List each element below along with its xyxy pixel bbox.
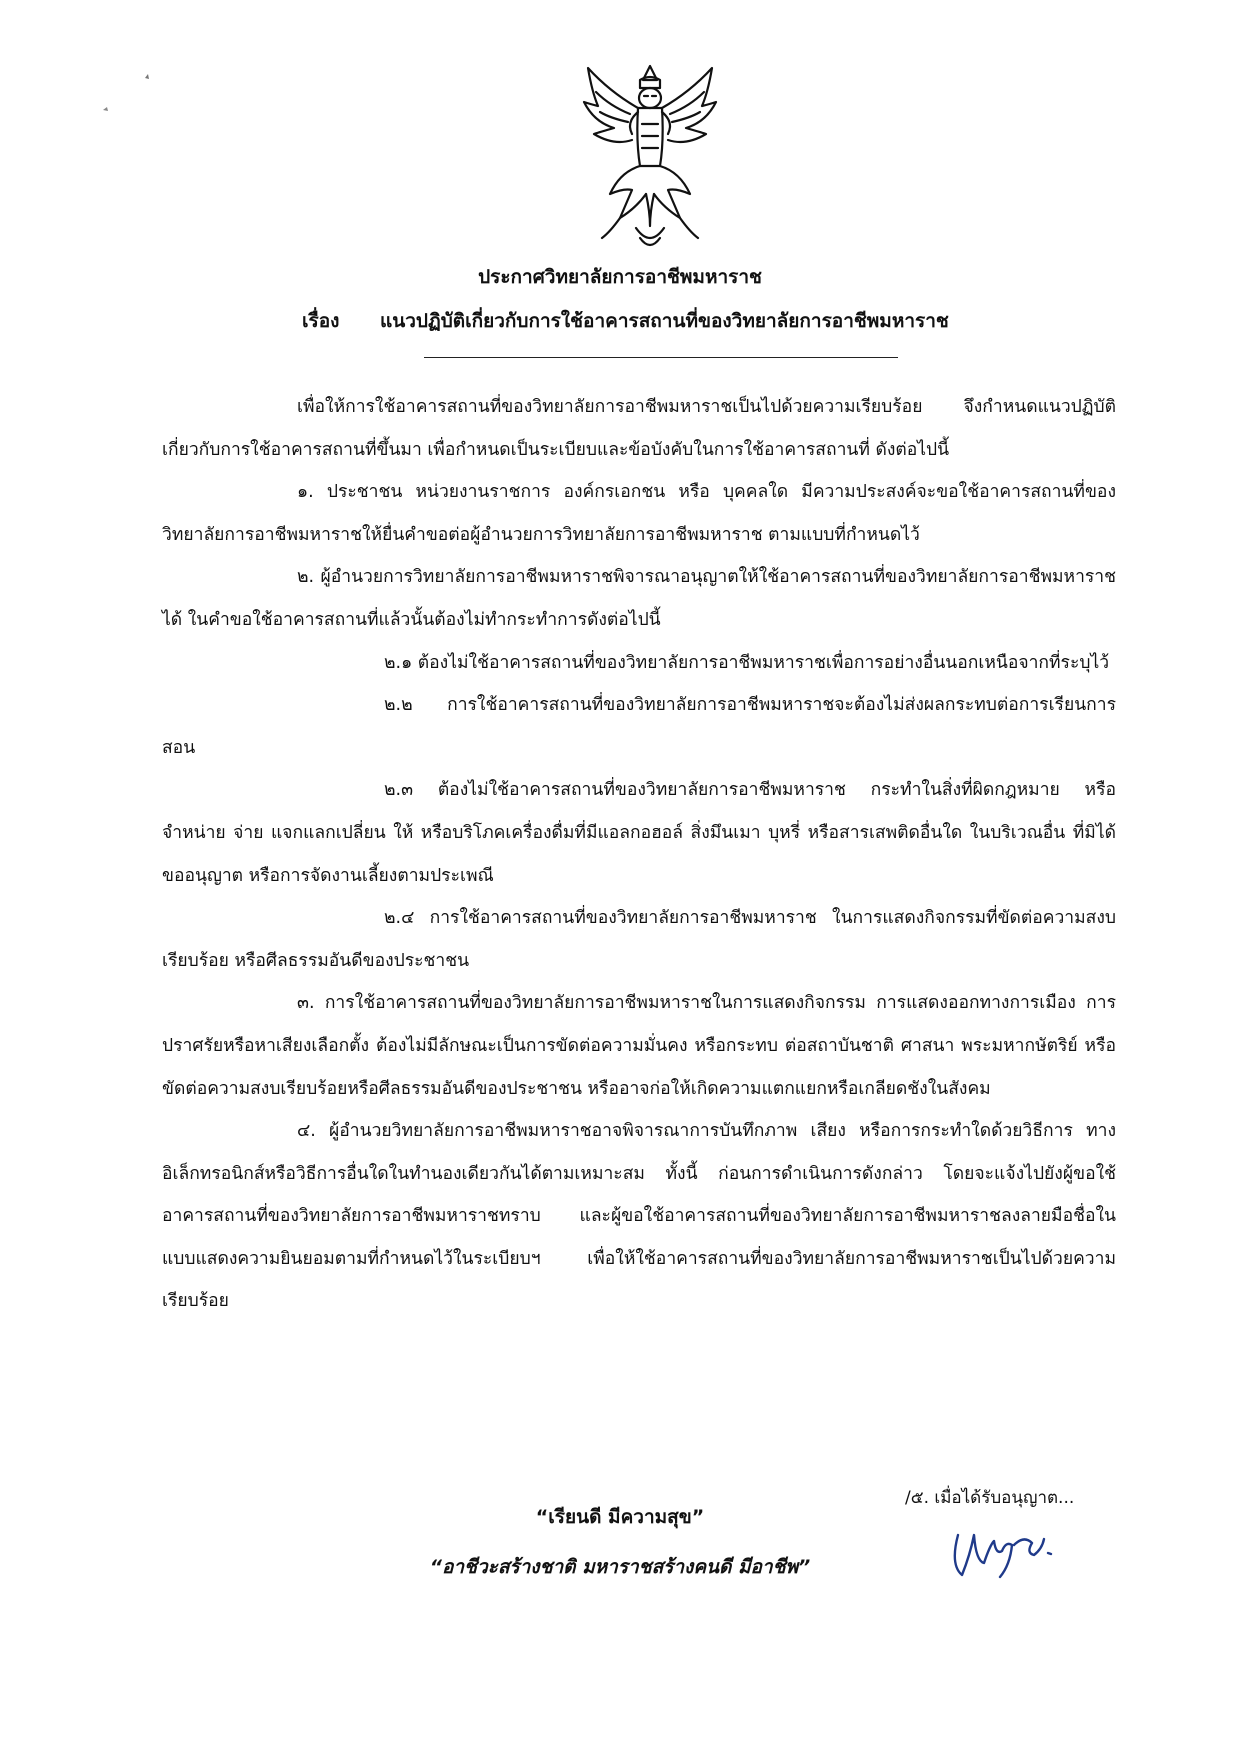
paragraph-item-1: ๑. ประชาชน หน่วยงานราชการ องค์กรเอกชน หรือ บุคคลใด มีความประสงค์จะขอใช้อาคารสถานที่ของวิทยาลัยการอาชีพมหาราชให้ยื่นคำขอต่อผู้อำนวยการวิทยาลัยการอาชีพมหาราช ตามแบบที่กำหนดไว้ — [162, 482, 1116, 545]
paragraph-item-4: ๔. ผู้อำนวยวิทยาลัยการอาชีพมหาราชอาจพิจารณาการบันทึกภาพ เสียง หรือการกระทำใดด้วยวิธีการ ทางอิเล็กทรอนิกส์หรือวิธีการอื่นใดในทำนองเดียวกันได้ตามเหมาะสม ทั้งนี้ ก่อนการดำเนินการดังกล่าว โดยจะแจ้งไปยังผู้ขอใช้อาคารสถานที่ของวิทยาลัยการอาชีพมหาราชทราบ และผู้ขอใช้อาคารสถานที่ของวิทยาลัยการอาชีพมหาราชลงลายมือชื่อในแบบแสดงความยินยอมตามที่กำหนดไว้ในระเบียบฯ เพื่อให้ใช้อาคารสถานที่ของวิทยาลัยการอาชีพมหาราชเป็นไปด้วยความเรียบร้อย — [162, 1121, 1116, 1312]
motto-secondary: “อาชีวะสร้างชาติ มหาราชสร้างคนดี มีอาชีพ” — [429, 1556, 811, 1578]
title-divider — [424, 357, 898, 358]
paragraph-item-2-1: ๒.๑ ต้องไม่ใช้อาคารสถานที่ของวิทยาลัยการอาชีพมหาราชเพื่อการอย่างอื่นนอกเหนือจากที่ระบุไว้ — [384, 652, 1110, 673]
paragraph-item-3: ๓. การใช้อาคารสถานที่ของวิทยาลัยการอาชีพมหาราชในการแสดงกิจกรรม การแสดงออกทางการเมือง การปราศรัยหรือหาเสียงเลือกตั้ง ต้องไม่มีลักษณะเป็นการขัดต่อความมั่นคง หรือกระทบ ต่อสถาบันชาติ ศาสนา พระมหากษัตริย์ หรือขัดต่อความสงบเรียบร้อยหรือศีลธรรมอันดีของประชาชน หรืออาจก่อให้เกิดความแตกแยกหรือเกลียดชังในสังคม — [162, 993, 1116, 1099]
paragraph-item-2-3: ๒.๓ ต้องไม่ใช้อาคารสถานที่ของวิทยาลัยการอาชีพมหาราช กระทำในสิ่งที่ผิดกฎหมาย หรือจำหน่าย จ่าย แจกแลกเปลี่ยน ให้ หรือบริโภคเครื่องดื่มที่มีแอลกอฮอล์ สิ่งมึนเมา บุหรี่ หรือสารเสพติดอื่นใด ในบริเวณอื่น ที่มิได้ขออนุญาต หรือการจัดงานเลี้ยงตามประเพณี — [162, 780, 1116, 886]
subject-line — [302, 306, 949, 336]
paragraph-item-2: ๒. ผู้อำนวยการวิทยาลัยการอาชีพมหาราชพิจารณาอนุญาตให้ใช้อาคารสถานที่ของวิทยาลัยการอาชีพมหาราชได้ ในคำขอใช้อาคารสถานที่แล้วนั้นต้องไม่ทำกระทำการดังต่อไปนี้ — [162, 567, 1116, 630]
paragraph-item-2-4: ๒.๔ การใช้อาคารสถานที่ของวิทยาลัยการอาชีพมหาราช ในการแสดงกิจกรรมที่ขัดต่อความสงบเรียบร้อย หรือศีลธรรมอันดีของประชาชน — [162, 908, 1116, 971]
paragraph-intro: เพื่อให้การใช้อาคารสถานที่ของวิทยาลัยการอาชีพมหาราชเป็นไปด้วยความเรียบร้อย จึงกำหนดแนวปฏิบัติเกี่ยวกับการใช้อาคารสถานที่ขึ้นมา เพื่อกำหนดเป็นระเบียบและข้อบังคับในการใช้อาคารสถานที่ ดังต่อไปนี้ — [162, 397, 1116, 460]
continuation-note: /๕. เมื่อได้รับอนุญาต... — [905, 1488, 1075, 1508]
subject-label: เรื่อง — [302, 310, 340, 332]
motto-primary: “เรียนดี มีความสุข” — [535, 1506, 705, 1528]
subject-text: แนวปฏิบัติเกี่ยวกับการใช้อาคารสถานที่ของวิทยาลัยการอาชีพมหาราช — [380, 310, 949, 332]
paragraph-item-2-2: ๒.๒ การใช้อาคารสถานที่ของวิทยาลัยการอาชีพมหาราชจะต้องไม่ส่งผลกระทบต่อการเรียนการสอน — [162, 695, 1116, 758]
garuda-emblem-icon — [580, 62, 720, 252]
announcement-title: ประกาศวิทยาลัยการอาชีพมหาราช — [478, 266, 762, 288]
scan-specks — [95, 70, 165, 130]
document-body — [162, 386, 1116, 1323]
